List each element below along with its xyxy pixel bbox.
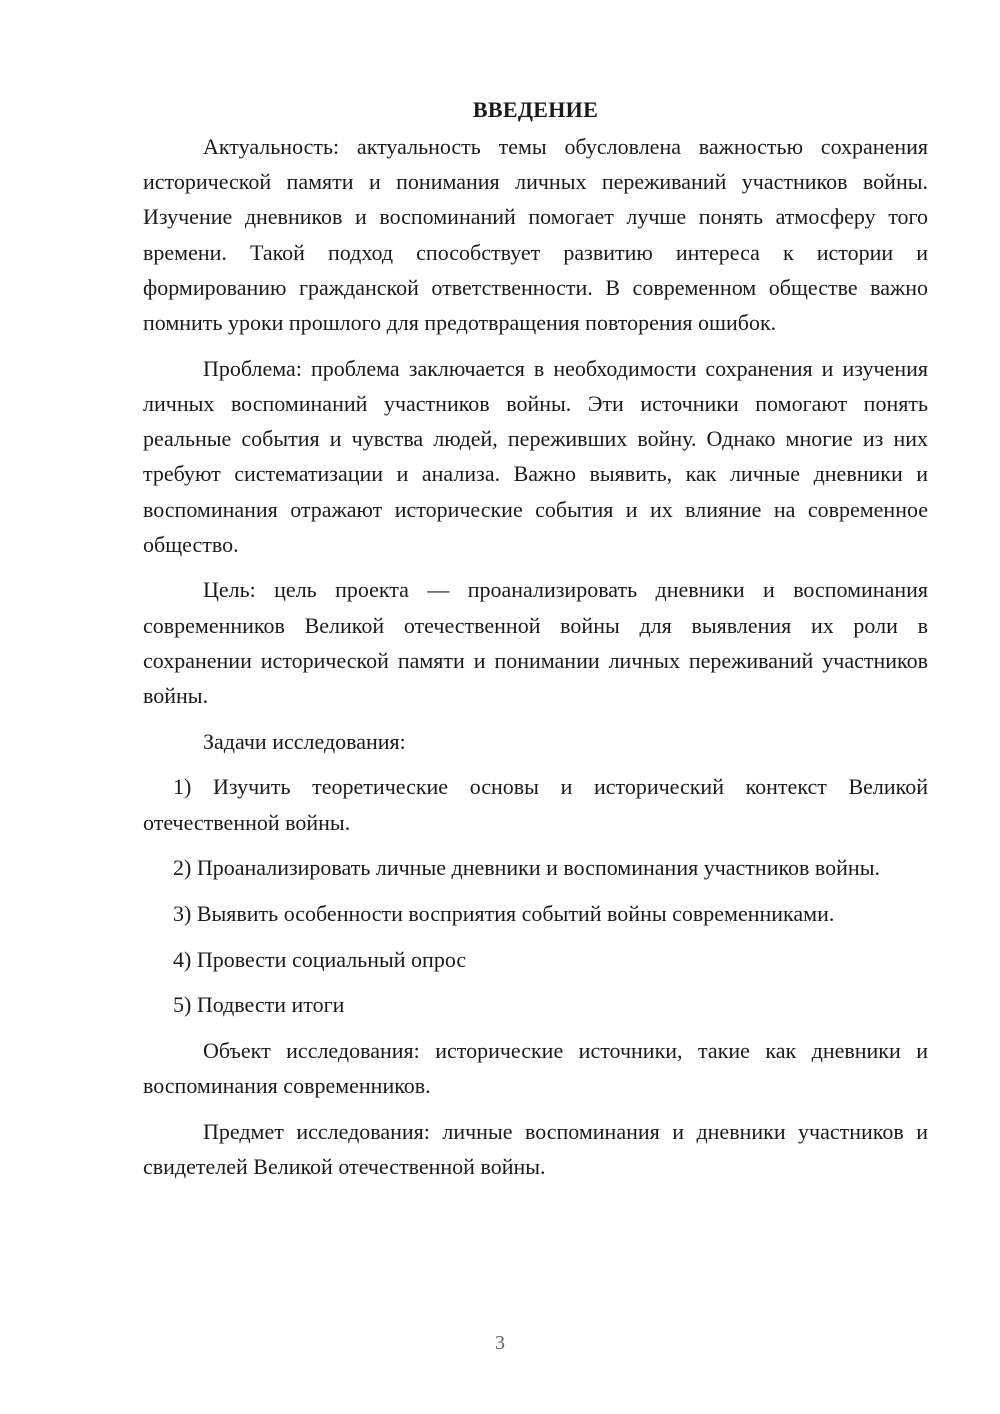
list-item: 5) Подвести итоги [173, 992, 345, 1018]
list-item: 4) Провести социальный опрос [173, 946, 467, 972]
paragraph-tasks-heading: Задачи исследования: [203, 728, 406, 754]
section-heading: ВВЕДЕНИЕ [472, 97, 599, 122]
document-page [143, 92, 928, 1195]
paragraph-goal: Цель: цель проекта — проанализировать дневники и воспоминания современников Великой отечественной войны для выявления их роли в сохранении исторической памяти и понимании личных переживаний участников войны. [143, 577, 928, 709]
page-number: 3 [495, 1332, 505, 1354]
paragraph-subject: Предмет исследования: личные воспоминания и дневники участников и свидетелей Великой отечественной войны. [143, 1119, 928, 1180]
paragraph-object: Объект исследования: исторические источники, такие как дневники и воспоминания современников. [143, 1038, 928, 1099]
list-item: 3) Выявить особенности восприятия событий войны современниками. [173, 901, 835, 927]
list-item: 1) Изучить теоретические основы и исторический контекст Великой отечественной войны. [143, 774, 928, 835]
paragraph-problem: Проблема: проблема заключается в необходимости сохранения и изучения личных воспоминаний участников войны. Эти источники помогают понять реальные события и чувства людей, переживших войну. Однако многие из них требуют систематизации и анализа. Важно выявить, как личные дневники и воспоминания отражают исторические события и их влияние на современное общество. [143, 355, 928, 557]
paragraph-relevance: Актуальность: актуальность темы обусловлена важностью сохранения исторической памяти и понимания личных переживаний участников войны. Изучение дневников и воспоминаний помогает лучше понять атмосферу того времени. Такой подход способствует развитию интереса к истории и формированию гражданской ответственности. В современном обществе важно помнить уроки прошлого для предотвращения повторения ошибок. [143, 134, 928, 336]
list-item: 2) Проанализировать личные дневники и воспоминания участников войны. [173, 855, 880, 881]
tasks-list [143, 769, 928, 1022]
